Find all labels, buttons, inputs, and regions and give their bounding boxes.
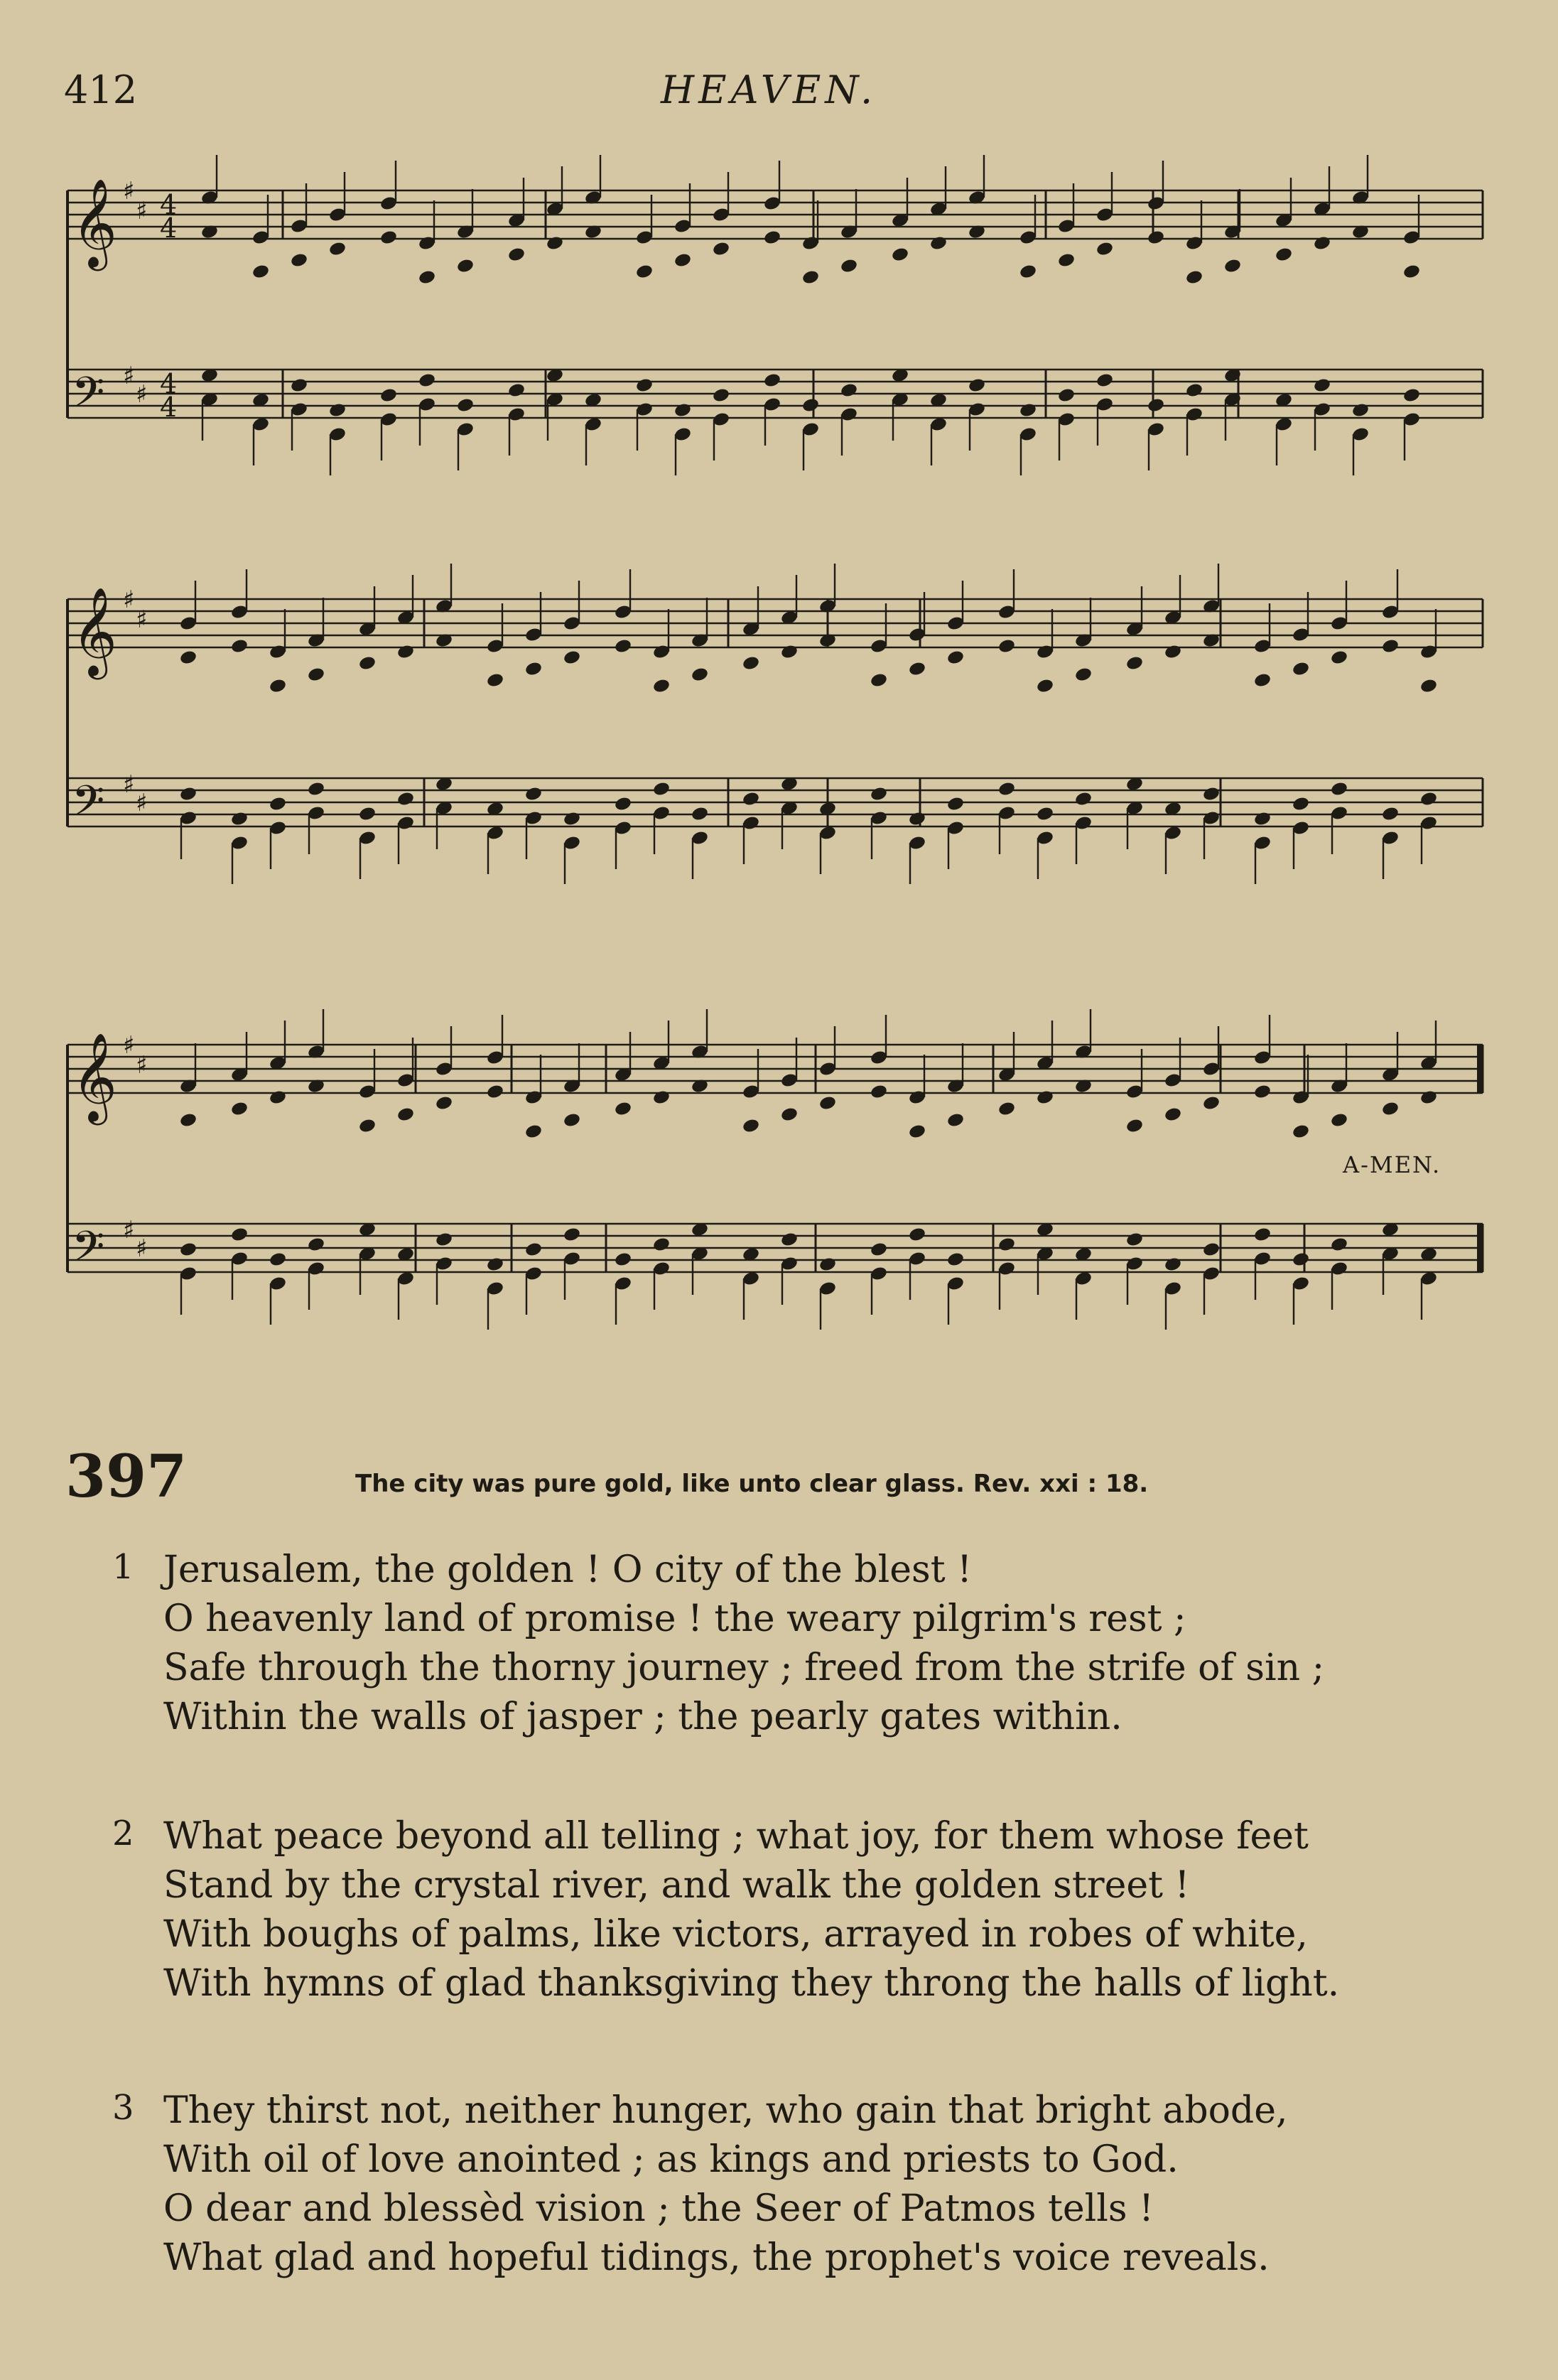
hymn-epigraph: The city was pure gold, like unto clear glass. Rev. xxi : 18. (355, 1470, 1149, 1498)
treble-note (614, 638, 632, 655)
treble-note (486, 1084, 504, 1100)
bass-note (946, 1251, 965, 1268)
treble-note (379, 230, 398, 246)
treble-note (1381, 1101, 1400, 1117)
bass-note (870, 786, 888, 802)
bass-note (763, 372, 781, 389)
bass-note (1402, 387, 1421, 404)
bass-note (870, 1242, 888, 1258)
treble-note (1419, 678, 1438, 694)
treble-note (358, 655, 377, 672)
treble-note (870, 1084, 888, 1100)
treble-note (1253, 672, 1272, 689)
bass-note (290, 377, 308, 394)
bass-note (1351, 402, 1370, 419)
stanza-line: What glad and hopeful tidings, the prophet's voice reveals. (163, 2236, 1270, 2279)
bass-note (269, 796, 287, 812)
bass-note (1019, 402, 1037, 419)
treble-note (230, 638, 249, 655)
treble-note (1057, 252, 1076, 269)
bass-note (1164, 1256, 1182, 1273)
stanza-line: O heavenly land of promise ! the weary pilgrim's rest ; (163, 1598, 1186, 1640)
bass-note (1292, 796, 1310, 812)
sharp-icon: ♯ (136, 197, 148, 225)
bass-note (908, 1227, 926, 1243)
treble-note (524, 661, 543, 677)
page-number: 412 (64, 68, 138, 112)
treble-clef-icon: 𝄞 (72, 1033, 117, 1121)
treble-note (1381, 638, 1400, 655)
bass-note (1292, 1251, 1310, 1268)
bass-note (652, 1237, 671, 1253)
treble-clef-icon: 𝄞 (72, 178, 117, 267)
stanza-line: With boughs of palms, like victors, arrayed in robes of white, (163, 1913, 1308, 1956)
bass-note (486, 1256, 504, 1273)
bass-note (1185, 382, 1203, 399)
bass-note (1202, 1242, 1221, 1258)
bass-note (269, 1251, 287, 1268)
treble-note (1402, 264, 1421, 280)
treble-note (929, 235, 948, 252)
bass-note (614, 796, 632, 812)
amen-label: A-MEN. (1343, 1151, 1441, 1178)
sharp-icon: ♯ (123, 770, 135, 799)
treble-note (179, 1112, 198, 1129)
bass-note (328, 402, 347, 419)
treble-clef-icon: 𝄞 (72, 587, 117, 676)
bass-note (1096, 372, 1114, 389)
bass-note (1253, 811, 1272, 827)
bass-note (614, 1251, 632, 1268)
bass-note (968, 377, 986, 394)
treble-note (290, 252, 308, 269)
treble-note (652, 678, 671, 694)
sharp-icon: ♯ (136, 789, 148, 817)
score-systems (67, 155, 1483, 1330)
treble-note (1275, 247, 1293, 263)
stanza-line: Within the walls of jasper ; the pearly gates within. (163, 1696, 1122, 1738)
treble-note (486, 672, 504, 689)
treble-note (269, 678, 287, 694)
bass-note (307, 1237, 325, 1253)
bass-note (997, 781, 1016, 797)
treble-note (1125, 1118, 1144, 1134)
treble-note (179, 650, 198, 666)
treble-note (801, 269, 820, 286)
stanza-number: 2 (112, 1814, 134, 1853)
treble-note (1292, 1124, 1310, 1140)
treble-note (1125, 655, 1144, 672)
bass-note (1125, 1232, 1144, 1248)
bass-note (1419, 791, 1438, 807)
treble-note (1223, 258, 1242, 274)
bass-note (230, 1227, 249, 1243)
bass-note (712, 387, 730, 404)
bass-note (1202, 786, 1221, 802)
treble-note (307, 667, 325, 683)
time-signature-icon: 4 (160, 368, 178, 399)
treble-note (780, 1106, 799, 1123)
treble-note (1185, 269, 1203, 286)
hymn-number: 397 (65, 1443, 188, 1511)
stanza-line: Stand by the crystal river, and walk the golden street ! (163, 1864, 1190, 1907)
bass-note (1074, 791, 1093, 807)
treble-note (840, 258, 858, 274)
bass-note (524, 1242, 543, 1258)
treble-note (524, 1124, 543, 1140)
bass-note (563, 811, 581, 827)
sharp-icon: ♯ (136, 1051, 148, 1079)
treble-note (691, 667, 709, 683)
treble-note (1253, 1084, 1272, 1100)
treble-note (742, 655, 760, 672)
stanza-line: Jerusalem, the golden ! O city of the blest ! (163, 1549, 973, 1591)
treble-note (891, 247, 909, 263)
bass-note (801, 397, 820, 414)
treble-note (742, 1118, 760, 1134)
treble-note (1330, 650, 1348, 666)
treble-note (396, 644, 415, 660)
treble-note (1202, 1095, 1221, 1111)
treble-note (1036, 678, 1054, 694)
final-bar-line (1477, 1045, 1483, 1093)
treble-note (269, 1089, 287, 1106)
bass-note (1313, 377, 1331, 394)
treble-note (1419, 1089, 1438, 1106)
bass-note (908, 811, 926, 827)
treble-note (1330, 1112, 1348, 1129)
treble-note (1036, 1089, 1054, 1106)
time-signature-icon: 4 (160, 212, 178, 244)
treble-note (908, 661, 926, 677)
bass-clef-icon: 𝄢 (72, 776, 105, 836)
bass-note (179, 1242, 198, 1258)
treble-note (997, 638, 1016, 655)
treble-note (230, 1101, 249, 1117)
bass-note (524, 786, 543, 802)
bass-note (780, 1232, 799, 1248)
bass-note (691, 806, 709, 822)
stanza-line: O dear and blessèd vision ; the Seer of Patmos tells ! (163, 2187, 1154, 2230)
bass-note (456, 397, 475, 414)
treble-note (546, 235, 564, 252)
bass-note (818, 1256, 837, 1273)
bass-note (635, 377, 654, 394)
treble-note (997, 1101, 1016, 1117)
bass-clef-icon: 𝄢 (72, 367, 105, 427)
stanza-2 (112, 1812, 1513, 2008)
bass-note (997, 1237, 1016, 1253)
bass-note (673, 402, 692, 419)
sharp-icon: ♯ (123, 362, 135, 390)
bass-note (946, 796, 965, 812)
stanza-line: With oil of love anointed ; as kings and priests to God. (163, 2138, 1179, 2181)
treble-note (358, 1118, 377, 1134)
treble-note (1292, 661, 1310, 677)
treble-note (1164, 644, 1182, 660)
stanza-1 (112, 1546, 1513, 1742)
sharp-icon: ♯ (123, 586, 135, 614)
treble-note (563, 1112, 581, 1129)
stanza-3 (112, 2086, 1513, 2283)
treble-note (1074, 667, 1093, 683)
bass-note (1330, 781, 1348, 797)
treble-note (456, 258, 475, 274)
bass-note (563, 1227, 581, 1243)
bass-note (652, 781, 671, 797)
sharp-icon: ♯ (136, 605, 148, 634)
bass-note (435, 1232, 453, 1248)
treble-note (946, 1112, 965, 1129)
bass-note (418, 372, 436, 389)
treble-note (328, 241, 347, 257)
treble-note (946, 650, 965, 666)
bass-note (307, 781, 325, 797)
bass-note (230, 811, 249, 827)
bass-clef-icon: 𝄢 (72, 1222, 105, 1281)
time-signature-icon: 4 (160, 189, 178, 220)
treble-note (870, 672, 888, 689)
treble-note (1147, 230, 1165, 246)
treble-note (396, 1106, 415, 1123)
bass-note (1381, 806, 1400, 822)
bass-note (1147, 397, 1165, 414)
sharp-icon: ♯ (136, 1234, 148, 1263)
treble-note (614, 1101, 632, 1117)
bass-note (1253, 1227, 1272, 1243)
treble-note (908, 1124, 926, 1140)
treble-note (1313, 235, 1331, 252)
bass-note (1036, 806, 1054, 822)
treble-note (780, 644, 799, 660)
treble-note (1096, 241, 1114, 257)
stanza-line: With hymns of glad thanksgiving they throng the halls of light. (163, 1962, 1340, 2005)
stanza-number: 3 (112, 2088, 134, 2128)
sharp-icon: ♯ (123, 177, 135, 205)
bass-note (1330, 1237, 1348, 1253)
stanza-line: They thirst not, neither hunger, who gain that bright abode, (163, 2089, 1288, 2132)
sharp-icon: ♯ (136, 380, 148, 409)
stanza-number: 1 (112, 1547, 134, 1587)
bass-note (507, 382, 526, 399)
bass-note (840, 382, 858, 399)
time-signature-icon: 4 (160, 392, 178, 423)
treble-note (673, 252, 692, 269)
bass-note (358, 806, 377, 822)
bass-note (396, 791, 415, 807)
sharp-icon: ♯ (123, 1031, 135, 1060)
treble-note (763, 230, 781, 246)
bass-note (379, 387, 398, 404)
sharp-icon: ♯ (123, 1216, 135, 1244)
treble-note (418, 269, 436, 286)
bass-note (179, 786, 198, 802)
treble-note (1019, 264, 1037, 280)
treble-note (507, 247, 526, 263)
treble-note (435, 1095, 453, 1111)
treble-note (251, 264, 270, 280)
treble-note (563, 650, 581, 666)
treble-note (818, 1095, 837, 1111)
treble-note (635, 264, 654, 280)
treble-note (652, 1089, 671, 1106)
treble-note (712, 241, 730, 257)
running-head: HEAVEN. (661, 68, 877, 112)
stanza-line: What peace beyond all telling ; what joy, for them whose feet (163, 1815, 1309, 1858)
bass-note (1057, 387, 1076, 404)
stanza-line: Safe through the thorny journey ; freed from the strife of sin ; (163, 1647, 1325, 1689)
bass-note (742, 791, 760, 807)
treble-note (1164, 1106, 1182, 1123)
final-bar-line (1477, 1224, 1483, 1272)
